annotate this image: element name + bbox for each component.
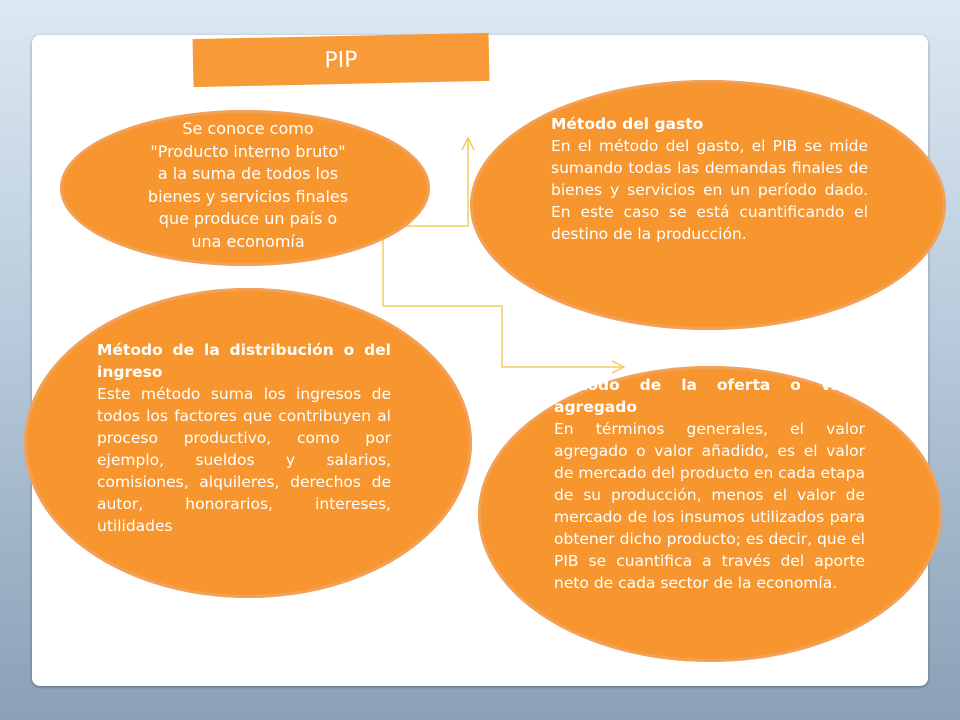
gasto-method-body: En el método del gasto, el PIB se mide sumando todas las demandas finales de bienes y servicios en un período dado. En este caso se está cuantificando el destino de la producción. xyxy=(551,137,868,243)
definition-line: a la suma de todos los xyxy=(157,164,339,183)
title-text: PIP xyxy=(324,47,358,73)
oferta-method-body: En términos generales, el valor agregado o valor añadido, es el valor de mercado del producto en cada etapa de su producción, menos el valor de mercado de los insumos utilizados para obtener dicho producto; es decir, que el PIB se cuantifica a través del aporte neto de cada sector de la economía. xyxy=(554,420,865,592)
oferta-method-heading: Método de la oferta o valor agregado xyxy=(554,376,865,416)
gasto-method-heading: Método del gasto xyxy=(551,115,704,133)
title-banner xyxy=(193,33,490,87)
oferta-method-text xyxy=(554,374,865,594)
ingreso-method-text xyxy=(97,339,391,537)
definition-line: bienes y servicios finales xyxy=(147,186,349,206)
definition-line: Se conoce como xyxy=(182,119,314,138)
definition-line: que produce un país o xyxy=(158,209,338,228)
ingreso-method-body: Este método suma los ingresos de todos los factores que contribuyen al proceso productivo, como por ejemplo, sueldos y salarios, comisiones, alquileres, derechos de autor, honorarios, intereses, utilidades xyxy=(97,385,391,535)
definition-text xyxy=(118,118,378,253)
gasto-method-text xyxy=(551,113,868,245)
definition-line: "Producto interno bruto" xyxy=(150,141,346,161)
definition-line: una economía xyxy=(191,231,305,251)
ingreso-method-heading: Método de la distribución o del ingreso xyxy=(97,341,391,381)
